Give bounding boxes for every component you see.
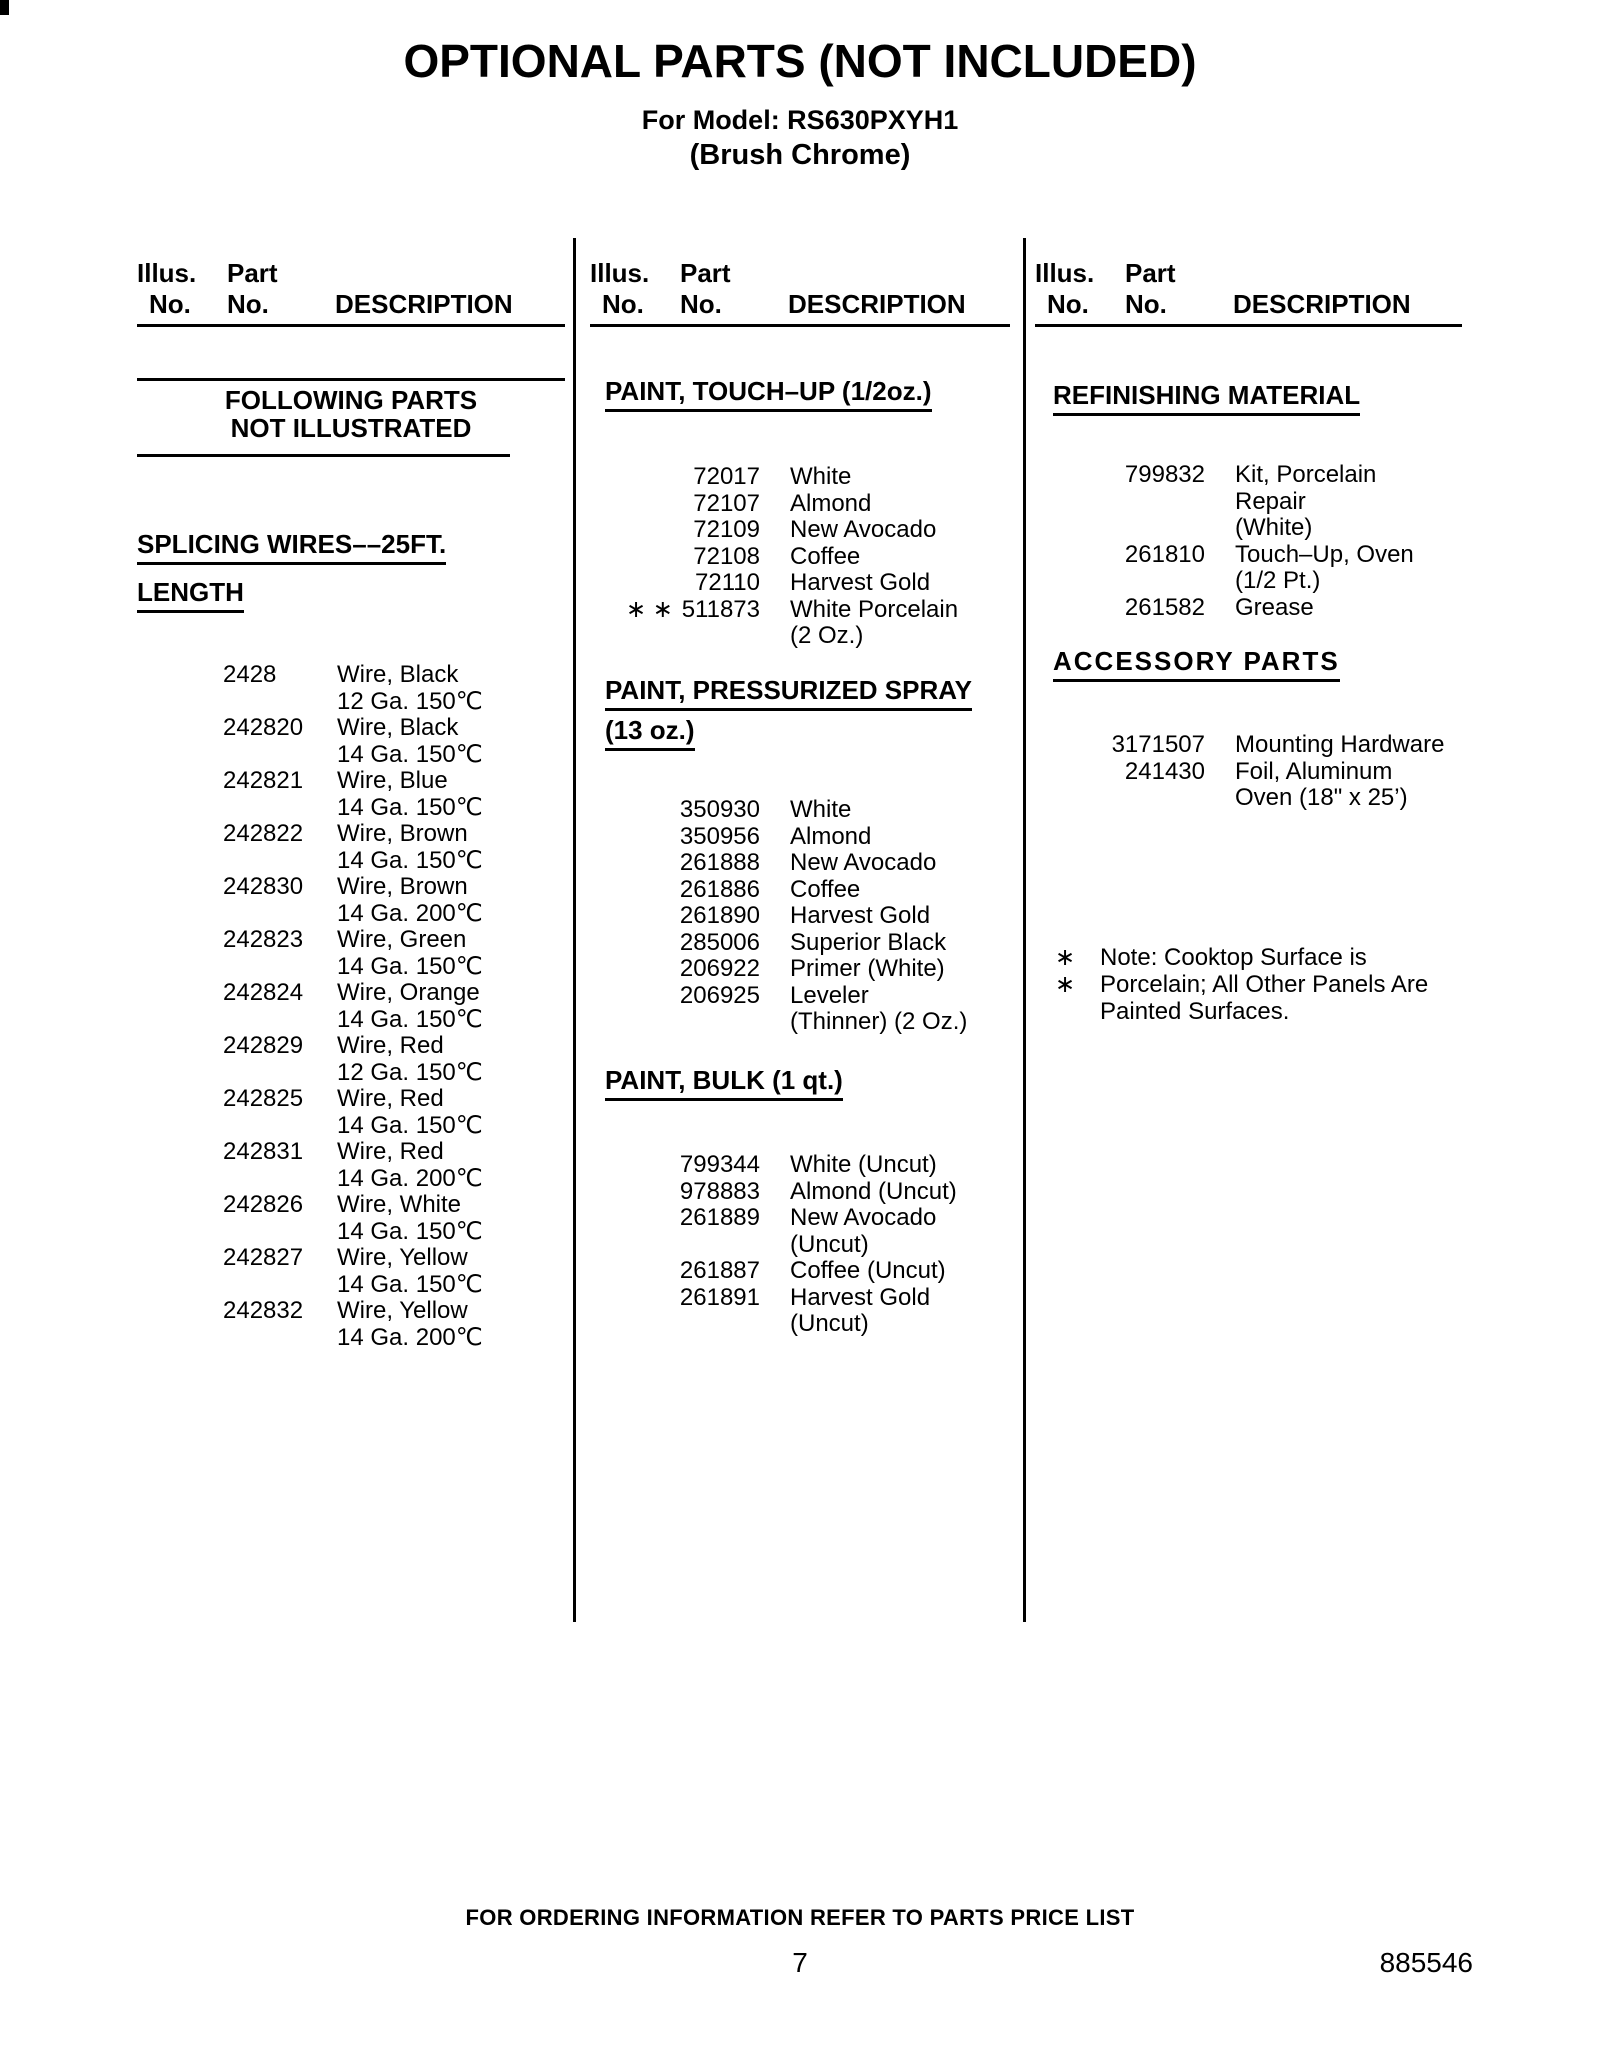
- part-description-line: Wire, Blue: [337, 767, 448, 794]
- part-row: [1035, 759, 1462, 812]
- part-row: [590, 1205, 1010, 1258]
- part-number: 261890: [679, 902, 760, 929]
- part-number: 206922: [679, 955, 760, 982]
- footnote-line: Painted Surfaces.: [1100, 998, 1290, 1025]
- illus-header: Illus.: [1035, 258, 1095, 288]
- part-number: 261889: [679, 1204, 760, 1231]
- part-description-line: Almond (Uncut): [790, 1177, 957, 1205]
- part-description: [337, 1086, 483, 1139]
- part-description: [337, 715, 483, 768]
- part-description: [337, 1245, 483, 1298]
- part-number: 261888: [679, 849, 760, 876]
- illus-header: Illus.: [137, 258, 197, 288]
- part-description-line: Wire, Orange: [337, 979, 480, 1006]
- part-description: [790, 1179, 957, 1206]
- footnote-text: [1100, 944, 1428, 1025]
- document-number: 885546: [1379, 1947, 1473, 1978]
- part-description-line: White Porcelain: [790, 595, 959, 623]
- part-description-line: 14 Ga. 200℃: [337, 899, 483, 927]
- splicing-wires-list: [137, 662, 565, 1351]
- refinishing-list: [1035, 462, 1462, 621]
- part-description-line: Mounting Hardware: [1235, 731, 1445, 758]
- table-header-row: [1035, 258, 1462, 289]
- part-number: 242825: [223, 1085, 304, 1112]
- part-description-line: Wire, Brown: [337, 820, 468, 847]
- illus-no-header: No.: [149, 289, 191, 319]
- part-description-line: (2 Oz.): [790, 622, 864, 649]
- part-row: [590, 983, 1010, 1036]
- part-description: [1235, 462, 1376, 542]
- section-heading-paint-touchup: PAINT, TOUCH–UP (1/2oz.): [605, 376, 932, 412]
- illus-no-header: No.: [1047, 289, 1089, 319]
- part-row: [590, 570, 1010, 597]
- part-row: [137, 980, 565, 1033]
- part-row: [590, 956, 1010, 983]
- page-title: OPTIONAL PARTS (NOT INCLUDED): [403, 35, 1197, 87]
- part-description: [790, 850, 936, 877]
- part-number: 2428: [223, 661, 277, 688]
- part-description: [790, 1152, 937, 1179]
- part-row: [590, 1285, 1010, 1338]
- part-row: [590, 1152, 1010, 1179]
- part-description-line: New Avocado: [790, 516, 937, 543]
- part-number: 261891: [679, 1283, 760, 1311]
- part-number: 242831: [223, 1138, 304, 1165]
- part-number: 72107: [693, 489, 760, 517]
- description-header: DESCRIPTION: [1233, 289, 1411, 319]
- part-row: [137, 927, 565, 980]
- banner-line: FOLLOWING PARTS: [224, 385, 478, 415]
- part-row: [137, 821, 565, 874]
- footer-ordering-note: FOR ORDERING INFORMATION REFER TO PARTS PRICE LIST: [465, 1905, 1135, 1930]
- section-heading-paint-spray-size: (13 oz.): [605, 715, 695, 751]
- section-heading-length: LENGTH: [137, 577, 244, 613]
- table-header-row: [1035, 289, 1462, 320]
- part-description: [337, 874, 483, 927]
- part-header: Part: [1125, 258, 1176, 288]
- part-description-line: Harvest Gold: [790, 569, 931, 596]
- footnote-line: Porcelain; All Other Panels Are: [1100, 971, 1429, 998]
- table-header-row: [590, 258, 1010, 289]
- part-row: [1035, 542, 1462, 595]
- part-description: [337, 662, 483, 715]
- part-description: [790, 544, 860, 571]
- part-description-line: 12 Ga. 150℃: [337, 1058, 483, 1086]
- paint-spray-list: [590, 797, 1010, 1036]
- part-description-line: 14 Ga. 150℃: [337, 740, 483, 768]
- part-description-line: 14 Ga. 150℃: [337, 1270, 483, 1298]
- part-row: [137, 1245, 565, 1298]
- section-heading-splicing-wires: SPLICING WIRES––25FT.: [137, 529, 446, 565]
- part-number: 206925: [679, 981, 760, 1009]
- part-no-header: No.: [1125, 289, 1167, 319]
- part-description-line: Touch–Up, Oven: [1235, 540, 1414, 568]
- part-description: [337, 927, 483, 980]
- part-number: 261887: [679, 1257, 760, 1284]
- part-description-line: Wire, Red: [337, 1032, 444, 1059]
- part-row: [590, 797, 1010, 824]
- part-row: [590, 464, 1010, 491]
- part-description: [337, 1192, 483, 1245]
- part-description: [337, 1139, 483, 1192]
- part-description-line: 14 Ga. 200℃: [337, 1323, 483, 1351]
- part-row: [590, 1179, 1010, 1206]
- part-description: [1235, 595, 1314, 622]
- part-description: [790, 930, 946, 957]
- accessory-list: [1035, 732, 1462, 812]
- section-heading-refinishing: REFINISHING MATERIAL: [1053, 380, 1360, 416]
- part-description-line: Wire, Black: [337, 661, 459, 688]
- part-description-line: Wire, Red: [337, 1085, 444, 1112]
- part-description-line: Kit, Porcelain: [1235, 461, 1377, 488]
- part-row: [137, 1033, 565, 1086]
- part-number: 799344: [679, 1151, 760, 1178]
- part-description: [790, 797, 851, 824]
- part-description: [790, 517, 936, 544]
- part-description-line: 14 Ga. 150℃: [337, 1111, 483, 1139]
- part-description-line: Leveler: [790, 981, 869, 1009]
- section-heading-accessory: ACCESSORY PARTS: [1053, 646, 1340, 682]
- part-description-line: Wire, Green: [337, 926, 467, 953]
- part-no-header: No.: [680, 289, 722, 319]
- part-number: 72110: [695, 569, 760, 596]
- part-description-line: Primer (White): [790, 955, 945, 982]
- part-row: [590, 1258, 1010, 1285]
- part-description-line: Oven (18" x 25’): [1235, 784, 1408, 811]
- part-description-line: (Uncut): [790, 1230, 869, 1258]
- part-number: 242829: [223, 1032, 304, 1059]
- column-divider-left: [573, 238, 576, 1622]
- part-row: [137, 1139, 565, 1192]
- banner-rule-top: [137, 378, 565, 381]
- part-description: [790, 983, 967, 1036]
- part-description: [1235, 732, 1444, 759]
- part-description-line: Grease: [1235, 593, 1314, 621]
- part-description-line: (1/2 Pt.): [1235, 567, 1321, 594]
- part-description: [337, 768, 483, 821]
- part-description: [790, 1258, 946, 1285]
- part-description-line: White: [790, 463, 852, 490]
- part-description-line: Coffee: [790, 542, 861, 570]
- part-row: [590, 903, 1010, 930]
- part-description: [790, 570, 930, 597]
- part-row: [590, 930, 1010, 957]
- part-description-line: Wire, Black: [337, 714, 459, 741]
- part-description: [790, 956, 945, 983]
- paint-bulk-list: [590, 1152, 1010, 1338]
- part-number: 799832: [1124, 461, 1205, 488]
- part-number: 242820: [223, 714, 304, 741]
- part-row: [590, 597, 1010, 650]
- part-number: 511873: [681, 595, 760, 623]
- part-row: [590, 824, 1010, 851]
- footnote-marker: ∗ ∗: [626, 595, 673, 623]
- section-heading-paint-spray: PAINT, PRESSURIZED SPRAY: [605, 675, 972, 711]
- footnote-marker: ∗ ∗: [1055, 944, 1076, 998]
- part-description-line: Coffee: [790, 875, 861, 903]
- not-illustrated-banner: [137, 386, 565, 442]
- part-row: [1035, 462, 1462, 542]
- part-number: 350956: [679, 822, 760, 850]
- part-number: 3171507: [1111, 731, 1205, 758]
- part-description-line: Almond: [790, 822, 872, 850]
- part-description: [790, 1205, 936, 1258]
- part-number: 72017: [693, 463, 760, 490]
- part-description: [790, 597, 958, 650]
- part-description: [337, 1033, 483, 1086]
- part-row: [137, 874, 565, 927]
- part-description: [790, 877, 860, 904]
- part-header: Part: [227, 258, 278, 288]
- part-number: 261582: [1124, 593, 1205, 621]
- banner-rule-bottom: [137, 454, 510, 457]
- part-description-line: Foil, Aluminum: [1235, 757, 1393, 785]
- part-number: 261886: [679, 875, 760, 903]
- description-header: DESCRIPTION: [335, 289, 513, 319]
- banner-line: NOT ILLUSTRATED: [230, 413, 472, 443]
- part-number: 242822: [223, 820, 304, 847]
- part-description-line: White: [790, 796, 852, 823]
- part-description: [1235, 542, 1414, 595]
- part-row: [590, 491, 1010, 518]
- part-description: [790, 903, 930, 930]
- part-description: [790, 1285, 930, 1338]
- part-description: [790, 491, 871, 518]
- description-header: DESCRIPTION: [788, 289, 966, 319]
- part-row: [590, 877, 1010, 904]
- part-description-line: 12 Ga. 150℃: [337, 687, 483, 715]
- part-description-line: 14 Ga. 150℃: [337, 1005, 483, 1033]
- part-description-line: Harvest Gold: [790, 1283, 931, 1311]
- part-description-line: 14 Ga. 150℃: [337, 1217, 483, 1245]
- part-description-line: Wire, Yellow: [337, 1297, 468, 1324]
- part-description-line: Wire, Brown: [337, 873, 468, 900]
- part-description-line: Repair: [1235, 487, 1306, 515]
- table-header-row: [137, 289, 565, 320]
- part-description: [790, 464, 851, 491]
- part-number: 242821: [223, 767, 304, 794]
- page-number: 7: [792, 1947, 808, 1978]
- part-description-line: (Thinner) (2 Oz.): [790, 1008, 968, 1035]
- part-description: [337, 980, 483, 1033]
- part-number: 242824: [223, 979, 304, 1006]
- part-number: 242830: [223, 873, 304, 900]
- illus-no-header: No.: [602, 289, 644, 319]
- part-number: 261810: [1124, 540, 1205, 568]
- part-number: 285006: [679, 928, 760, 956]
- footnote-line: Note: Cooktop Surface is: [1100, 944, 1367, 971]
- part-row: [1035, 732, 1462, 759]
- part-description-line: 14 Ga. 200℃: [337, 1164, 483, 1192]
- part-no-header: No.: [227, 289, 269, 319]
- table-header-row: [137, 258, 565, 289]
- part-row: [137, 715, 565, 768]
- table-header-row: [590, 289, 1010, 320]
- part-row: [1035, 595, 1462, 622]
- paint-touchup-list: [590, 464, 1010, 650]
- footnote: [1035, 944, 1475, 1025]
- part-description-line: Almond: [790, 489, 872, 517]
- part-description-line: (White): [1235, 514, 1313, 541]
- part-description-line: New Avocado: [790, 1204, 937, 1231]
- part-description-line: Harvest Gold: [790, 902, 931, 929]
- part-number: 72109: [693, 516, 760, 543]
- part-number: 72108: [693, 542, 760, 570]
- part-description: [790, 824, 871, 851]
- column1-table-header: [137, 258, 565, 327]
- part-number: 242832: [223, 1297, 304, 1324]
- finish-line: (Brush Chrome): [689, 139, 911, 171]
- part-description: [337, 821, 483, 874]
- part-row: [590, 850, 1010, 877]
- part-row: [590, 544, 1010, 571]
- part-row: [137, 662, 565, 715]
- column3-table-header: [1035, 258, 1462, 327]
- section-heading-paint-bulk: PAINT, BULK (1 qt.): [605, 1065, 843, 1101]
- part-row: [137, 1192, 565, 1245]
- part-row: [137, 768, 565, 821]
- part-description-line: White (Uncut): [790, 1151, 937, 1178]
- part-number: 978883: [679, 1177, 760, 1205]
- part-number: 242826: [223, 1191, 304, 1218]
- part-description-line: (Uncut): [790, 1310, 869, 1337]
- part-row: [137, 1298, 565, 1351]
- part-description-line: 14 Ga. 150℃: [337, 846, 483, 874]
- model-line: For Model: RS630PXYH1: [641, 105, 959, 135]
- part-number: 242823: [223, 926, 304, 953]
- part-number: 241430: [1124, 757, 1205, 785]
- part-row: [137, 1086, 565, 1139]
- scan-artifact: [0, 0, 9, 15]
- part-description-line: Superior Black: [790, 928, 947, 956]
- part-description-line: 14 Ga. 150℃: [337, 952, 483, 980]
- part-description-line: Wire, White: [337, 1191, 462, 1218]
- part-description-line: Wire, Yellow: [337, 1244, 468, 1271]
- column2-table-header: [590, 258, 1010, 327]
- part-number: 242827: [223, 1244, 304, 1271]
- part-row: [590, 517, 1010, 544]
- part-header: Part: [680, 258, 731, 288]
- part-number: 350930: [679, 796, 760, 823]
- part-description-line: Wire, Red: [337, 1138, 444, 1165]
- illus-header: Illus.: [590, 258, 650, 288]
- part-description-line: Coffee (Uncut): [790, 1257, 946, 1284]
- column-divider-right: [1023, 238, 1026, 1622]
- part-description-line: 14 Ga. 150℃: [337, 793, 483, 821]
- part-description-line: New Avocado: [790, 849, 937, 876]
- part-description: [337, 1298, 483, 1351]
- part-description: [1235, 759, 1408, 812]
